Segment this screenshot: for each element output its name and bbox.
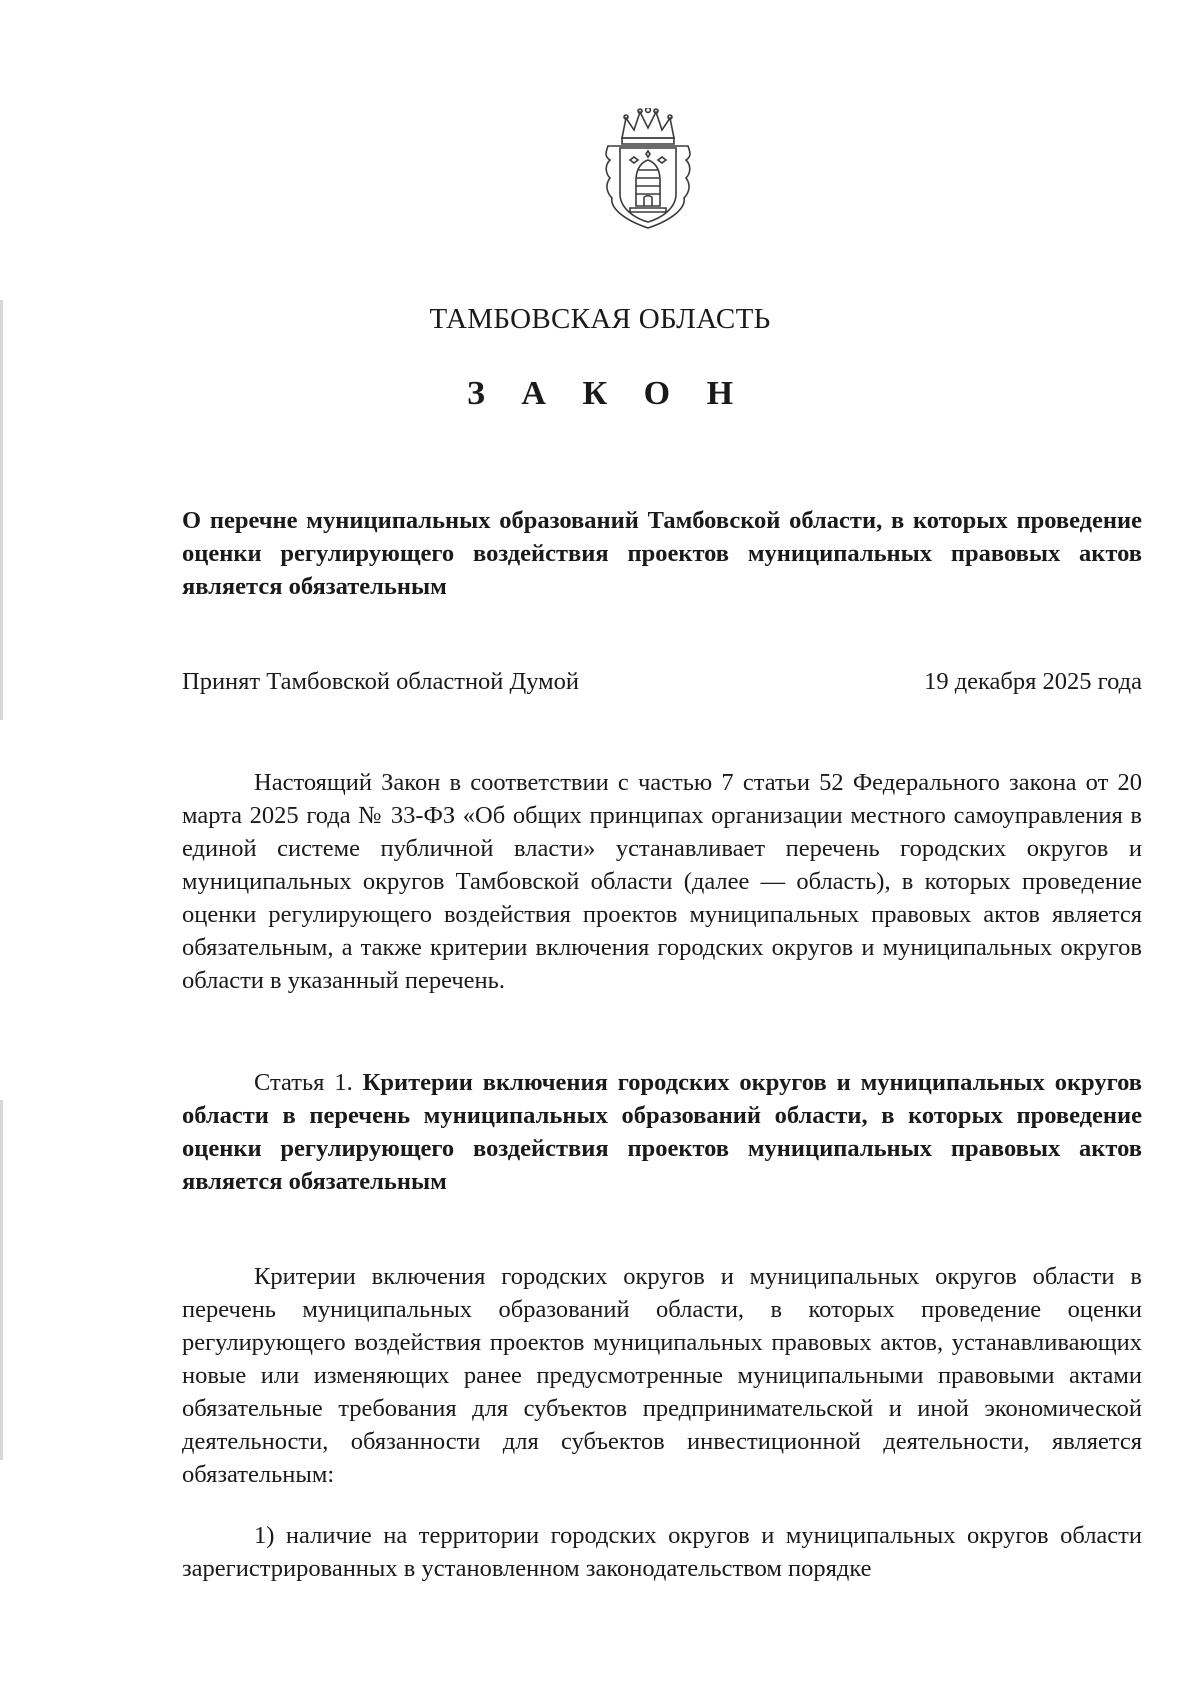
tambov-coat-of-arms-icon bbox=[600, 108, 696, 230]
document-type-title: З А К О Н bbox=[466, 375, 748, 412]
adoption-info bbox=[182, 668, 1142, 696]
region-title: ТАМБОВСКАЯ ОБЛАСТЬ bbox=[429, 303, 771, 335]
adopted-by: Принят Тамбовской областной Думой bbox=[182, 668, 580, 695]
article-1-title: Критерии включения городских округов и муниципальных округов области в перечень муниципальных образований области, в которых проведение оценки регулирующего воздействия проектов муниципальных правовых актов является обязательным bbox=[182, 1069, 1143, 1195]
article-1-number: Статья 1. bbox=[254, 1069, 353, 1096]
preamble-paragraph: Настоящий Закон в соответствии с частью 7 статьи 52 Федерального закона от 20 марта 2025 года № 33-ФЗ «Об общих принципах организации местного самоуправления в единой системе публичной власти» устанавливает перечень городских округов и муниципальных округов Тамбовской области (далее — область), в которых проведение оценки регулирующего воздействия проектов муниципальных правовых актов является обязательным, а также критерии включения городских округов и муниципальных округов области в указанный перечень. bbox=[182, 769, 1142, 994]
article-1-body: Критерии включения городских округов и муниципальных округов области в перечень муниципальных образований области, в которых проведение оценки регулирующего воздействия проектов муниципальных правовых актов, устанавливающих новые или изменяющих ранее предусмотренные муниципальными правовыми актами обязательные требования для субъектов предпринимательской и иной экономической деятельности, обязанности для субъектов инвестиционной деятельности, является обязательным: bbox=[182, 1263, 1142, 1488]
scan-edge-mark bbox=[0, 300, 3, 720]
adoption-date: 19 декабря 2025 года bbox=[924, 668, 1142, 695]
article-1-item-1: 1) наличие на территории городских округов и муниципальных округов области зарегистрированных в установленном законодательством порядке bbox=[182, 1522, 1142, 1582]
article-1-heading bbox=[182, 1066, 1142, 1198]
scan-edge-mark bbox=[0, 1100, 3, 1460]
law-title: О перечне муниципальных образований Тамбовской области, в которых проведение оценки регулирующего воздействия проектов муниципальных правовых актов является обязательным bbox=[182, 507, 1142, 600]
